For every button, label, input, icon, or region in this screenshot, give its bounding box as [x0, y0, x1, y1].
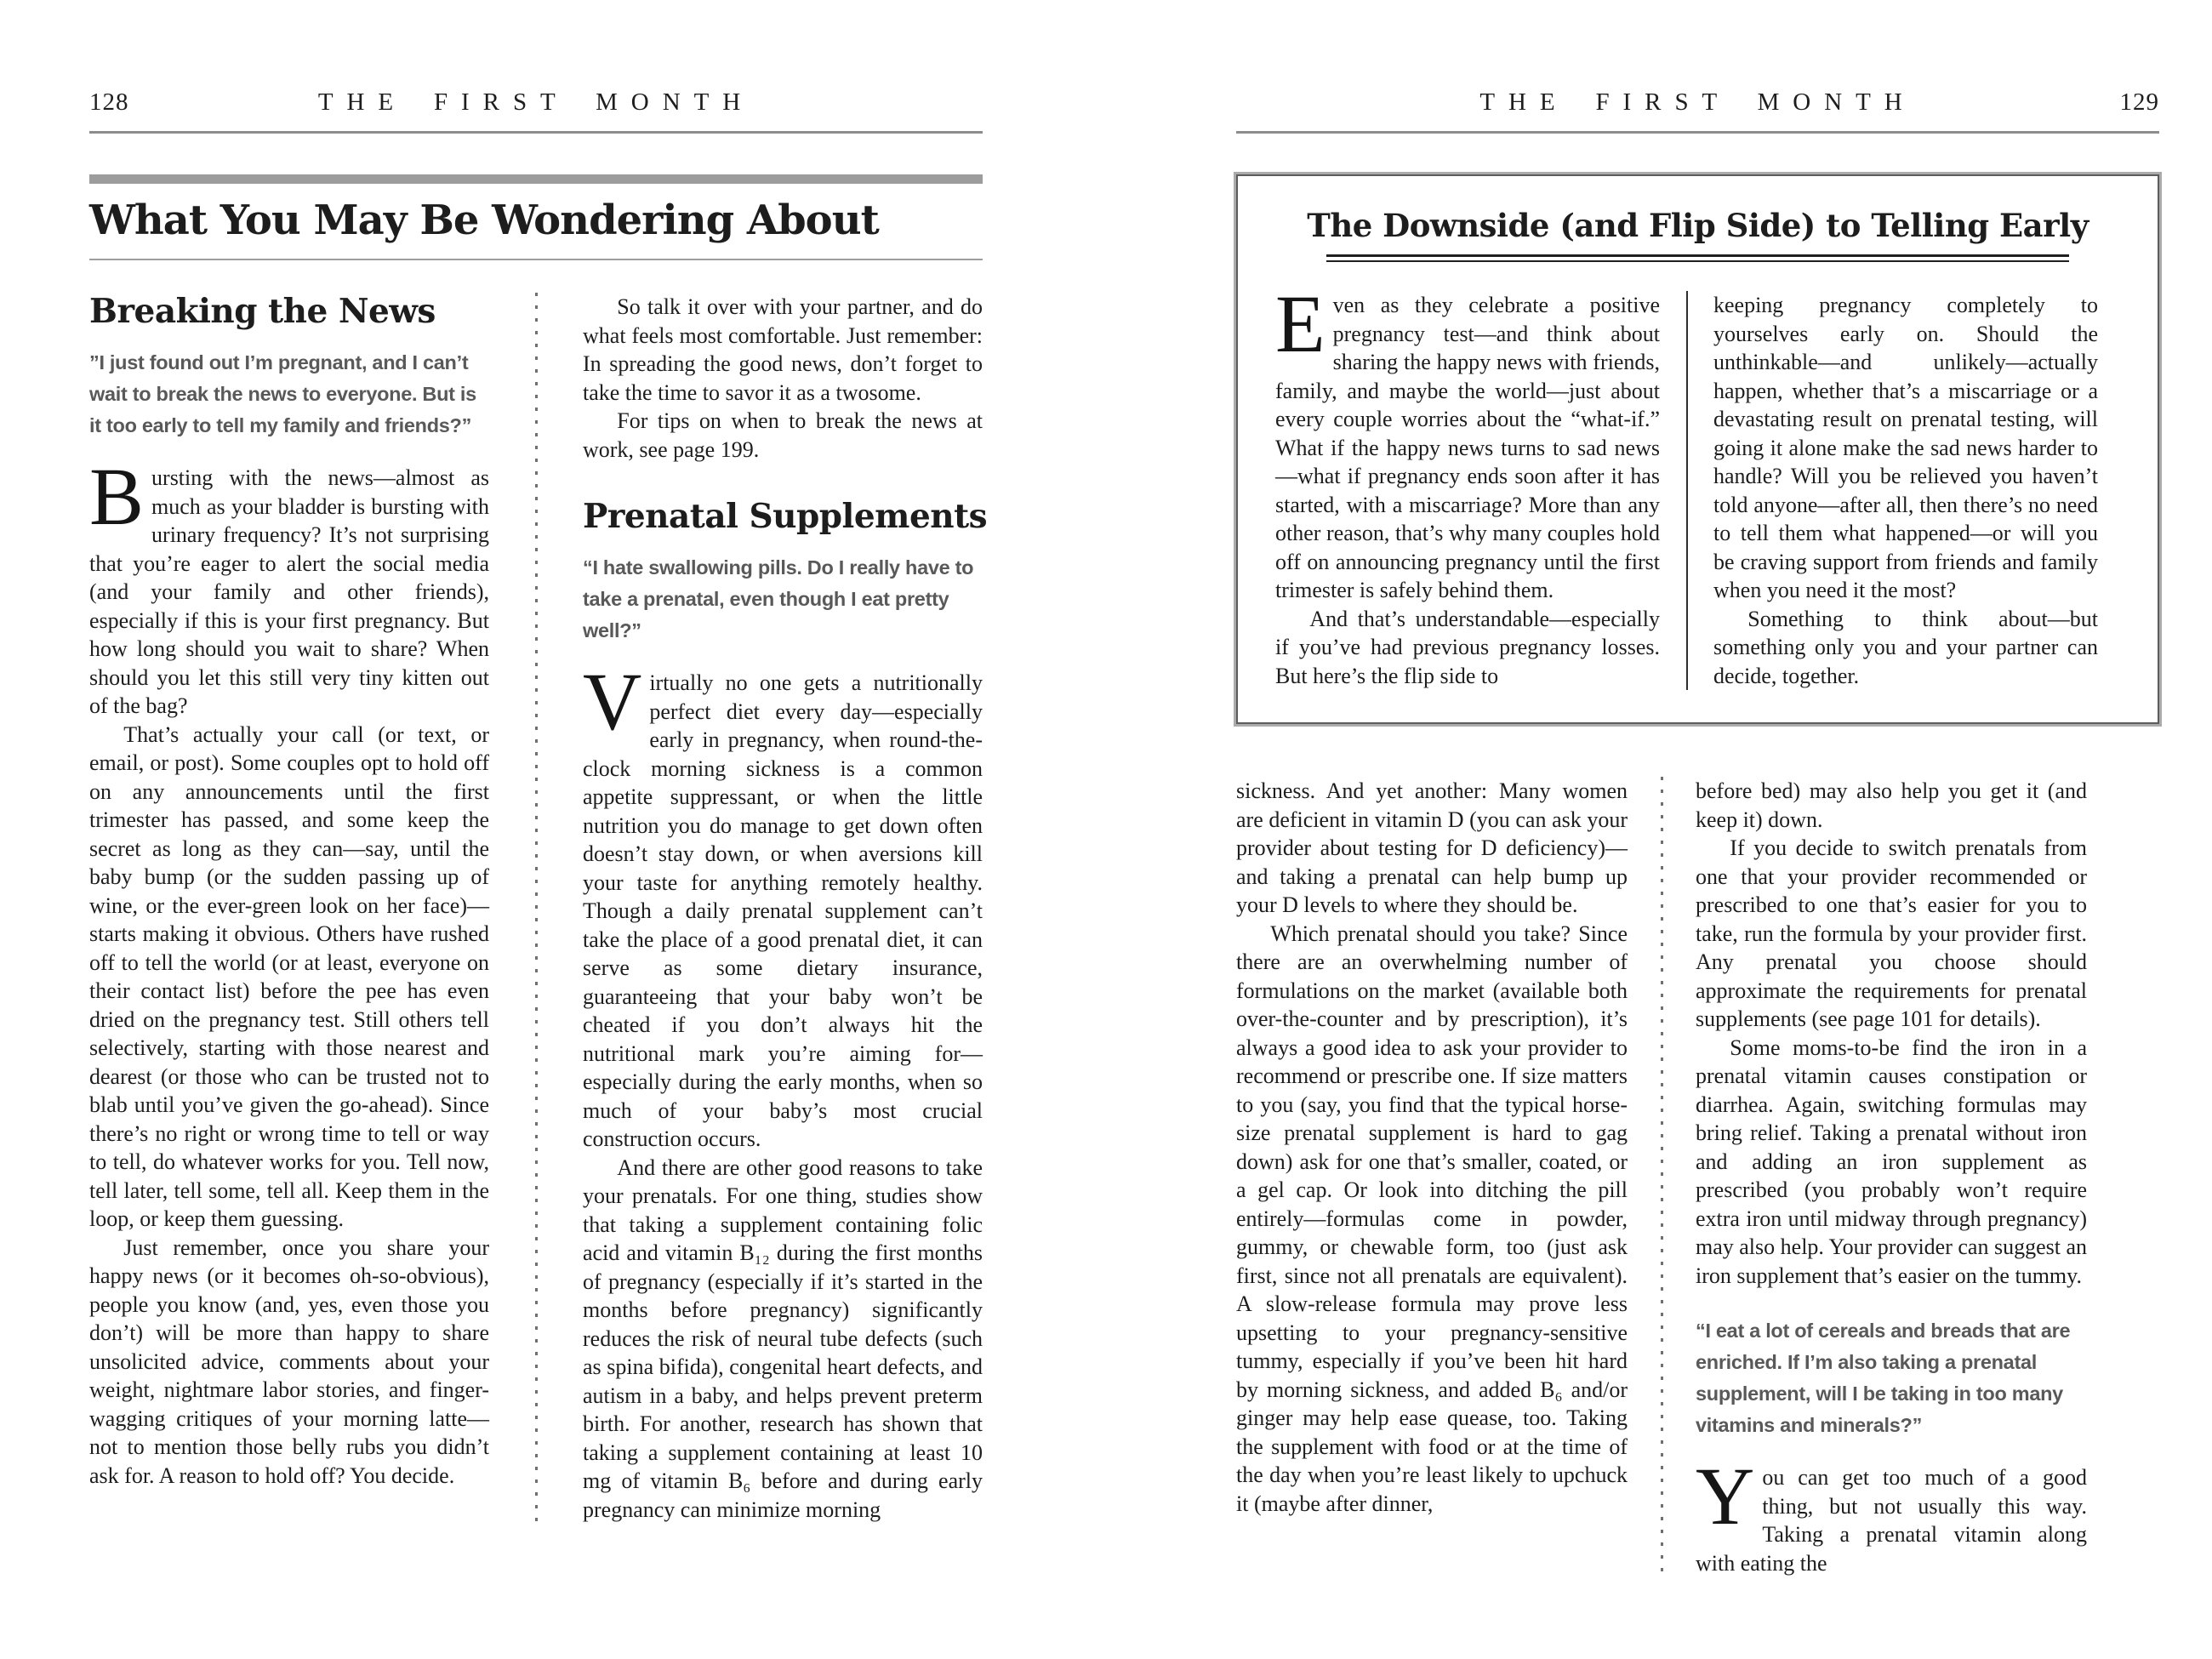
feature-box-column-1: [1275, 278, 1660, 690]
header-rule-right: [1236, 131, 2159, 134]
paragraph: So talk it over with your partner, and do what feels most comfortable. Just remember: In spreading the good news, don’t forget to take the time to savor it as a twosome.: [583, 294, 983, 405]
section-heading-breaking-the-news: Breaking the News: [89, 292, 436, 331]
column-gutter: [1628, 777, 1696, 1577]
dropcap-letter: B: [89, 451, 145, 542]
paragraph-text: ven as they celebrate a positive pregnancy test—and think about sharing the happy news with friends, family, and maybe the world—just about every couple worries about the “what-if.” What if the happy news turns to sad news—what if pregnancy ends soon after it has started, with a miscarriage? More than any other reason, that’s why many couples hold off on announcing pregnancy until the first trimester is safely behind them.: [1275, 293, 1660, 602]
reader-question: ”I just found out I’m pregnant, and I can’t wait to break the news to everyone. But is it too early to tell my family and friends?”: [89, 351, 476, 436]
page-right: [1106, 0, 2212, 1659]
paragraph: And that’s understandable—especially if you’ve had previous pregnancy losses. But here’s the flip side to: [1275, 606, 1660, 688]
left-page-column-2: [583, 293, 988, 1524]
dotted-column-divider: [535, 293, 538, 1524]
dotted-column-divider: [1661, 777, 1663, 1577]
paragraph: [89, 451, 489, 721]
page-right-header: [1236, 83, 2159, 121]
paragraph: And there are other good reasons to take your prenatals. For one thing, studies show that taking a supplement containing folic acid and vitamin B₁₂ during the first months of pregnancy (especially if it’s started in the months before pregnancy) significantly reduces the risk of neural tube defects (such as spina bifida), congenital heart defects, and autism in a baby, and helps prevent preterm birth. For another, research has shown that taking a supplement containing at least 10 mg of vitamin B₆ before and during early pregnancy can minimize morning: [583, 1154, 983, 1522]
section-heading-prenatal-supplements: Prenatal Supplements: [583, 497, 988, 536]
paragraph: Just remember, once you share your happy news (or it becomes oh-so-obvious), people you know (and, yes, even those you don’t) will be more than happy to share unsolicited advice, comments about your weight, nightmare labor stories, and finger-wagging critiques of your morning latte—not to mention those belly rubs you didn’t ask for. A reason to hold off? You decide.: [89, 1234, 489, 1488]
left-page-columns: [89, 292, 988, 1524]
solid-column-divider: [1686, 291, 1688, 690]
paragraph: If you decide to switch prenatals from one that your provider recommended or prescribed to one that’s easier for you to take, run the formula by your provider first. Any prenatal you choose should approximate the requirements for prenatal supplements (see page 101 for details).: [1696, 835, 2087, 1031]
paragraph: keeping pregnancy completely to yourselves early on. Should the unthinkable—and unlikely—actually happen, whether that’s a miscarriage or a devastating result on prenatal testing, will going it alone make the sad news harder to handle? Will you be relieved you haven’t told anyone—after all, then there’s no need to tell them what happened—or will you be craving support from friends and family when you need it the most?: [1713, 293, 2098, 602]
dropcap-letter: E: [1275, 278, 1325, 369]
feature-box-title: The Downside (and Flip Side) to Telling Early: [1307, 207, 2089, 244]
paragraph: [1696, 1451, 2087, 1577]
running-head-left: THE FIRST MONTH: [317, 88, 755, 116]
reader-question: “I eat a lot of cereals and breads that are enriched. If I’m also taking a prenatal supplement, will I be taking in too many vitamins and minerals?”: [1696, 1320, 2071, 1436]
feature-box-title-rule: [1326, 254, 2070, 262]
paragraph: That’s actually your call (or text, or email, or post). Some couples opt to hold off on any announcements until the first trimester has passed, and some keep the secret as long as they can—say, until the baby bump (or the sudden passing up of wine, or the ever-green look on her face)—starts making it obvious. Others have rushed off to tell the world (or at least, everyone on their contact list) before the pee has even dried on the pregnancy test. Still others tell selectively, starting with those nearest and dearest (or those who can be trusted not to blab until you’ve given the go-ahead). Since there’s no right or wrong time to tell or way to tell, do whatever works for you. Tell now, tell later, tell some, tell all. Keep them in the loop, or keep them guessing.: [89, 721, 489, 1231]
paragraph: [583, 656, 983, 1154]
page-title: What You May Be Wondering About: [89, 197, 879, 244]
paragraph: sickness. And yet another: Many women are deficient in vitamin D (you can ask your provider about testing for D deficiency)—and taking a prenatal can help bump up your D levels to where they should be.: [1236, 778, 1628, 917]
paragraph-text: irtually no one gets a nutritionally perfect diet every day—especially early in pregnancy, when round-the-clock morning sickness is a common appetite suppressant, or when the little nutrition you do manage to get down often doesn’t stay down, or when aversions kill your taste for anything remotely healthy. Though a daily prenatal supplement can’t take the place of a good prenatal diet, it can serve as some dietary insurance, guaranteeing that your baby won’t be cheated if you don’t always hit the nutritional mark you’re aiming for—especially during the early months, when so much of your baby’s most crucial construction occurs.: [583, 670, 983, 1151]
title-rule: [89, 259, 983, 260]
page-left-header: [89, 83, 983, 121]
paragraph: Which prenatal should you take? Since there are an overwhelming number of formulations on the market (available both over-the-counter and by prescription), it’s always a good idea to ask your provider to recommend or prescribe one. If size matters to you (say, you find that the typical horse-size prenatal supplement is hard to gag down) ask for one that’s smaller, coated, or a gel cap. Or look into ditching the pill entirely—formulas come in powder, gummy, or chewable form, too (just ask first, since not all prenatals are equivalent). A slow-release formula may prove less upsetting to your pregnancy-sensitive tummy, especially if you’ve been hit hard by morning sickness, and added B₆ and/or ginger may help ease quease, too. Taking the supplement with food or at the time of the day when you’re least likely to upchuck it (maybe after dinner,: [1236, 921, 1628, 1516]
paragraph: [1275, 278, 1660, 605]
paragraph: Something to think about—but something only you and your partner can decide, together.: [1713, 606, 2098, 688]
feature-box-column-2: [1713, 291, 2098, 690]
paragraph-text: ou can get too much of a good thing, but not usually this way. Taking a prenatal vitamin along with eating the: [1696, 1465, 2087, 1576]
paragraph-text: ursting with the news—almost as much as your bladder is bursting with urinary frequency? It’s not surprising that you’re eager to alert the social media (and your family and other friends), especially if this is your first pregnancy. But how long should you wait to share? When should you let this still very tiny kitten out of the bag?: [89, 465, 489, 718]
section-title-bar: [89, 174, 983, 184]
page-number-left: 128: [89, 88, 129, 116]
page-number-right: 129: [2119, 88, 2159, 116]
paragraph: Some moms-to-be find the iron in a prenatal vitamin causes constipation or diarrhea. Again, switching formulas may bring relief. Taking a prenatal without iron and adding an iron supplement as prescribed (you probably won’t require extra iron until midway through pregnancy) may also help. Your provider can suggest an iron supplement that’s easier on the tummy.: [1696, 1035, 2087, 1288]
running-head-right: THE FIRST MONTH: [1479, 88, 1916, 116]
right-page-columns: [1236, 777, 2159, 1577]
header-rule-left: [89, 131, 983, 134]
feature-box: [1236, 174, 2159, 724]
left-page-column-1: [89, 293, 489, 1524]
column-gutter: [489, 293, 583, 1524]
paragraph: before bed) may also help you get it (and keep it) down.: [1696, 778, 2087, 832]
reader-question: “I hate swallowing pills. Do I really have to take a prenatal, even though I eat pretty well?”: [583, 556, 974, 641]
right-page-column-2: [1696, 777, 2087, 1577]
right-page-column-1: [1236, 777, 1628, 1577]
feature-box-columns: [1275, 278, 2120, 690]
feature-box-gutter: [1660, 291, 1713, 690]
paragraph: For tips on when to break the news at work, see page 199.: [583, 408, 983, 462]
dropcap-letter: V: [583, 656, 642, 747]
dropcap-letter: Y: [1696, 1451, 1755, 1542]
